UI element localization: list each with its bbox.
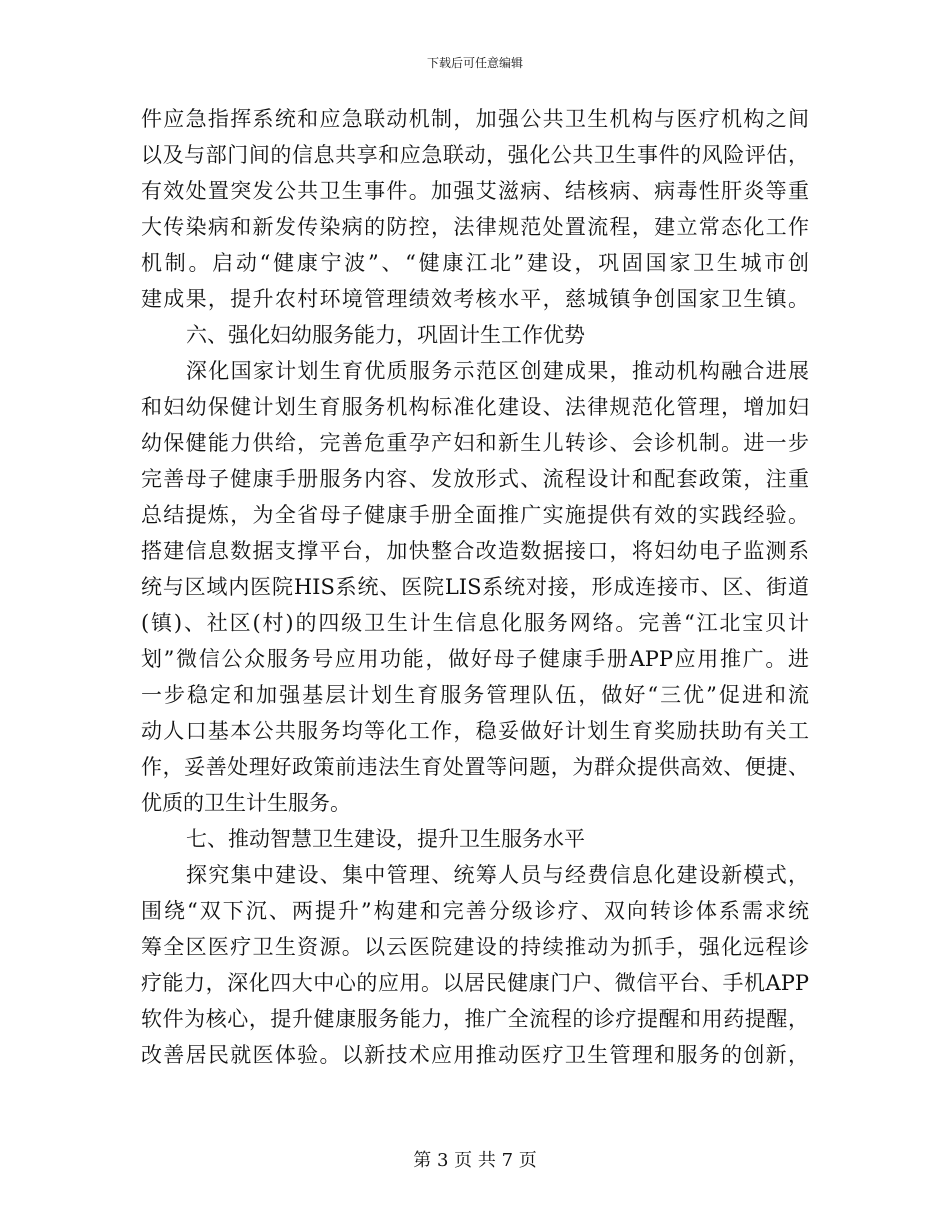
body-line: 和妇幼保健计划生育服务机构标准化建设、法律规范化管理，增加妇 [141, 395, 809, 419]
body-line: 总结提炼，为全省母子健康手册全面推广实施提供有效的实践经验。 [141, 503, 809, 527]
body-line: 幼保健能力供给，完善危重孕产妇和新生儿转诊、会诊机制。进一步 [141, 431, 809, 455]
body-line: 以及与部门间的信息共享和应急联动，强化公共卫生事件的风险评估， [141, 143, 809, 167]
body-line: 完善母子健康手册服务内容、发放形式、流程设计和配套政策，注重 [141, 467, 809, 491]
section-heading-6: 六、强化妇幼服务能力，巩固计生工作优势 [186, 323, 585, 347]
body-line: 作，妥善处理好政策前违法生育处置等问题，为群众提供高效、便捷、 [141, 755, 809, 779]
body-line: 机制。启动“健康宁波”、“健康江北”建设，巩固国家卫生城市创 [141, 251, 809, 275]
body-line: 搭建信息数据支撑平台，加快整合改造数据接口，将妇幼电子监测系 [141, 539, 809, 563]
body-line: 一步稳定和加强基层计划生育服务管理队伍，做好“三优”促进和流 [141, 683, 809, 707]
page-header-note: 下载后可任意编辑 [426, 56, 523, 70]
section-heading-7: 七、推动智慧卫生建设，提升卫生服务水平 [186, 827, 585, 851]
body-line: 改善居民就医体验。以新技术应用推动医疗卫生管理和服务的创新， [141, 1043, 809, 1067]
body-line: 大传染病和新发传染病的防控，法律规范处置流程，建立常态化工作 [141, 215, 809, 239]
body-line: 深化国家计划生育优质服务示范区创建成果，推动机构融合进展 [186, 359, 809, 383]
page-number: 第 3 页 共 7 页 [413, 1150, 537, 1171]
body-line: 有效处置突发公共卫生事件。加强艾滋病、结核病、病毒性肝炎等重 [141, 179, 809, 203]
body-line: 筹全区医疗卫生资源。以云医院建设的持续推动为抓手，强化远程诊 [141, 935, 809, 959]
body-line: 件应急指挥系统和应急联动机制，加强公共卫生机构与医疗机构之间 [141, 107, 809, 131]
body-line: 优质的卫生计生服务。 [141, 791, 351, 815]
body-line: (镇)、社区(村)的四级卫生计生信息化服务网络。完善“江北宝贝计 [141, 611, 809, 635]
body-line: 统与区域内医院HIS系统、医院LIS系统对接，形成连接市、区、街道 [141, 575, 809, 599]
body-line: 疗能力，深化四大中心的应用。以居民健康门户、微信平台、手机APP [141, 971, 809, 995]
body-line: 建成果，提升农村环境管理绩效考核水平，慈城镇争创国家卫生镇。 [141, 287, 809, 311]
document-body [141, 101, 809, 1073]
body-line: 动人口基本公共服务均等化工作，稳妥做好计划生育奖励扶助有关工 [141, 719, 809, 743]
body-line: 探究集中建设、集中管理、统筹人员与经费信息化建设新模式， [186, 863, 809, 887]
body-line: 软件为核心，提升健康服务能力，推广全流程的诊疗提醒和用药提醒， [141, 1007, 809, 1031]
body-line: 围绕“双下沉、两提升”构建和完善分级诊疗、双向转诊体系需求统 [141, 899, 809, 923]
body-line: 划”微信公众服务号应用功能，做好母子健康手册APP应用推广。进 [141, 647, 809, 671]
